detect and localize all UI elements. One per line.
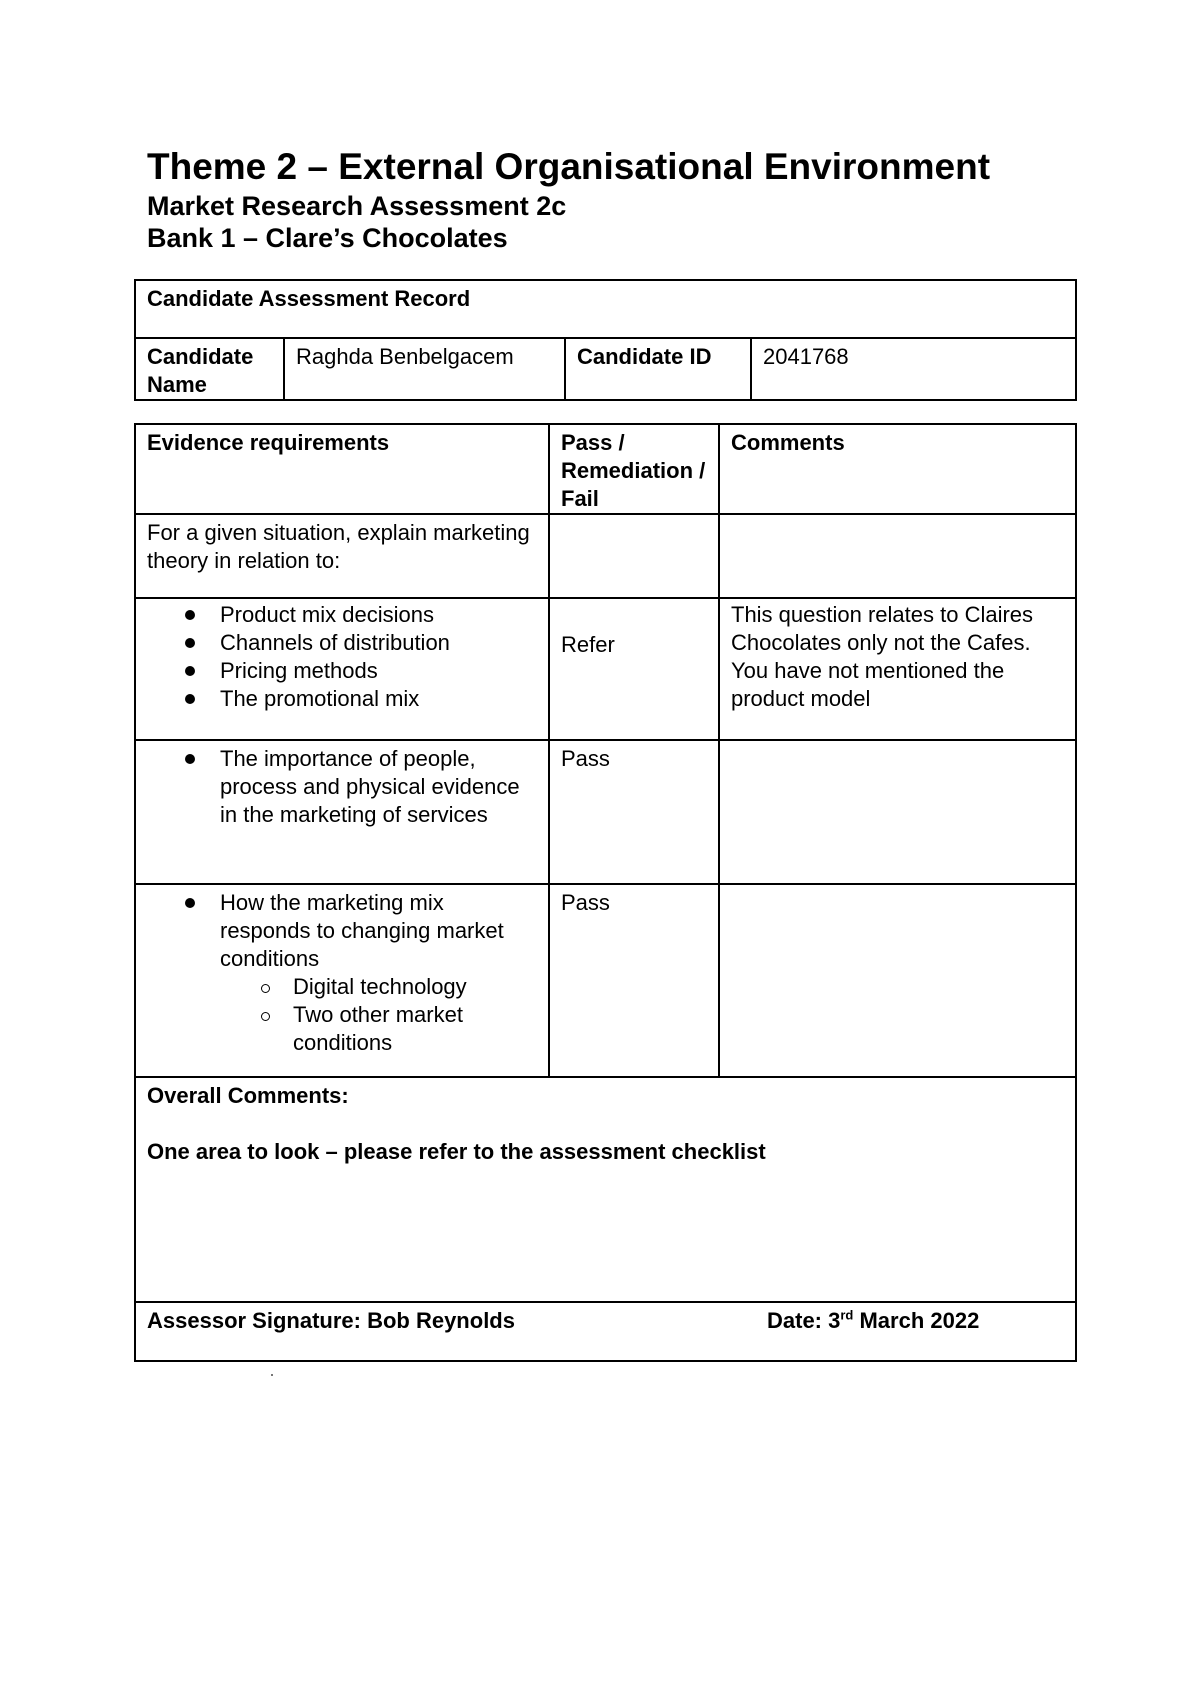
table-row	[135, 598, 1076, 740]
assessment-date: Date: 3rd March 2022	[767, 1307, 980, 1333]
comment-cell	[719, 740, 1076, 884]
record-heading: Candidate Assessment Record	[135, 280, 1076, 338]
bank-subtitle: Bank 1 – Clare’s Chocolates	[147, 223, 508, 253]
result-cell: Pass	[549, 740, 719, 884]
result-cell	[549, 598, 719, 740]
overall-comments-row	[135, 1077, 1076, 1302]
comments-header: Comments	[719, 424, 1076, 514]
assessment-subtitle: Market Research Assessment 2c	[147, 191, 567, 221]
overall-comments-cell	[135, 1077, 1076, 1302]
list-item: Channels of distribution	[147, 629, 537, 657]
requirement-list	[147, 889, 537, 1057]
circle-bullet-icon	[261, 1012, 270, 1021]
bullet-icon	[185, 666, 195, 676]
overall-comments-label: Overall Comments:	[147, 1083, 349, 1108]
comment-line: You have not mentioned the product model	[731, 658, 1005, 711]
table-header-row	[135, 424, 1076, 514]
sub-list-item: Digital technology	[147, 973, 537, 1001]
requirement-cell	[135, 884, 549, 1077]
list-item: The promotional mix	[147, 685, 537, 713]
table-row	[135, 514, 1076, 598]
comment-line: This question relates to Claires Chocolates only not the Cafes.	[731, 602, 1034, 655]
requirement-cell	[135, 740, 549, 884]
bullet-icon	[185, 754, 195, 764]
requirement-cell	[135, 598, 549, 740]
candidate-record-table	[134, 279, 1077, 401]
candidate-id-label: Candidate ID	[565, 338, 751, 400]
list-item: How the marketing mix responds to changing market conditions	[147, 889, 537, 973]
table-row	[135, 884, 1076, 1077]
bullet-icon	[185, 694, 195, 704]
list-item: Product mix decisions	[147, 601, 537, 629]
signature-cell	[135, 1302, 1076, 1361]
bullet-icon	[185, 638, 195, 648]
signature-row	[135, 1302, 1076, 1361]
circle-bullet-icon	[261, 984, 270, 993]
comment-cell	[719, 598, 1076, 740]
list-item: Pricing methods	[147, 657, 537, 685]
sub-list-item: Two other market conditions	[147, 1001, 537, 1057]
candidate-name-label: Candidate Name	[135, 338, 284, 400]
stray-mark	[271, 1374, 273, 1376]
table-row	[135, 740, 1076, 884]
list-item: The importance of people, process and physical evidence in the marketing of services	[147, 745, 537, 829]
result-header: Pass / Remediation / Fail	[549, 424, 719, 514]
candidate-id-value: 2041768	[751, 338, 1076, 400]
comment-cell	[719, 884, 1076, 1077]
evidence-table	[134, 423, 1077, 1362]
document-header	[147, 144, 1107, 254]
requirement-list	[147, 601, 537, 713]
evidence-requirements-header: Evidence requirements	[135, 424, 549, 514]
empty-cell	[719, 514, 1076, 598]
result-value: Refer	[561, 632, 615, 657]
bullet-icon	[185, 898, 195, 908]
candidate-name-value: Raghda Benbelgacem	[284, 338, 565, 400]
overall-comments-text: One area to look – please refer to the assessment checklist	[147, 1139, 766, 1164]
empty-cell	[549, 514, 719, 598]
intro-text: For a given situation, explain marketing theory in relation to:	[135, 514, 549, 598]
requirement-list	[147, 745, 537, 829]
assessor-signature: Assessor Signature: Bob Reynolds	[147, 1308, 515, 1333]
bullet-icon	[185, 610, 195, 620]
result-cell: Pass	[549, 884, 719, 1077]
document-title: Theme 2 – External Organisational Environment	[147, 146, 991, 187]
